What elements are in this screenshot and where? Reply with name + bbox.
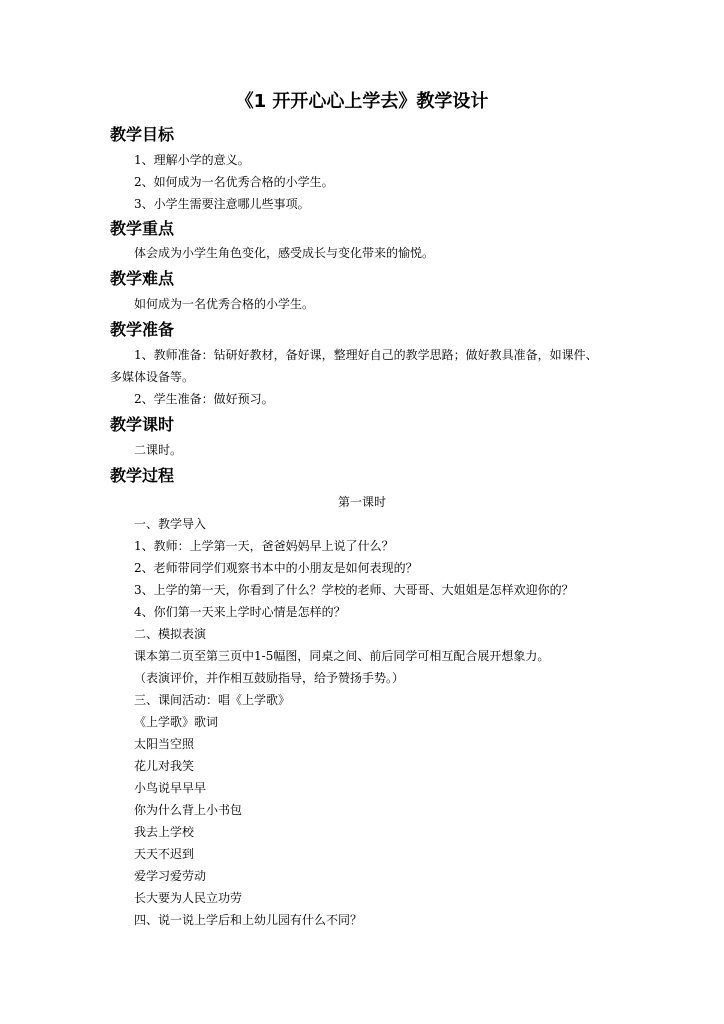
- heading-preparation: 教学准备: [110, 320, 175, 339]
- song-lyric-line: 太阳当空照: [134, 737, 195, 751]
- process-line: 4、你们第一天来上学时心情是怎样的？: [134, 605, 346, 619]
- goal-item: 3、小学生需要注意哪儿些事项。: [134, 197, 310, 211]
- song-lyric-line: 花儿对我笑: [134, 759, 195, 773]
- process-line: 三、课间活动：唱《上学歌》: [134, 693, 291, 707]
- process-line: 3、上学的第一天，你看到了什么？学校的老师、大哥哥、大姐姐是怎样欢迎你的？: [134, 583, 574, 597]
- song-lyric-line: 天天不迟到: [134, 847, 195, 861]
- song-lyric-line: 我去上学校: [134, 825, 195, 839]
- process-line: 课本第二页至第三页中1-5幅图，同桌之间、前后同学可相互配合展开想象力。: [134, 649, 550, 663]
- heading-process: 教学过程: [110, 466, 175, 485]
- goal-item: 1、理解小学的意义。: [134, 153, 250, 167]
- heading-teaching-goals: 教学目标: [110, 125, 175, 144]
- document-title: 《1 开开心心上学去》教学设计: [235, 91, 489, 112]
- preparation-item-1: 1、教师准备：钻研好教材，备好课，整理好自己的教学思路；做好教具准备，如课件、: [134, 348, 598, 362]
- preparation-item-2: 2、学生准备：做好预习。: [134, 392, 274, 406]
- process-line: （表演评价，并作相互鼓励指导，给予赞扬手势。）: [134, 671, 405, 685]
- process-line: 2、老师带同学们观察书本中的小朋友是如何表现的？: [134, 561, 418, 575]
- goal-item: 2、如何成为一名优秀合格的小学生。: [134, 175, 334, 189]
- song-title: 《上学歌》歌词: [134, 715, 219, 729]
- song-lyric-line: 你为什么背上小书包: [134, 803, 243, 817]
- process-line: 二、模拟表演: [134, 627, 207, 641]
- process-line: 四、说一说上学后和上幼儿园有什么不同？: [134, 913, 363, 927]
- song-lyric-line: 长大要为人民立功劳: [134, 891, 243, 905]
- lesson-label: 第一课时: [337, 495, 386, 509]
- periods-text: 二课时。: [134, 443, 183, 457]
- key-points-text: 体会成为小学生角色变化，感受成长与变化带来的愉悦。: [134, 246, 435, 260]
- process-line: 1、教师：上学第一天，爸爸妈妈早上说了什么？: [134, 539, 394, 553]
- heading-key-points: 教学重点: [110, 219, 175, 238]
- difficulties-text: 如何成为一名优秀合格的小学生。: [134, 297, 315, 311]
- heading-difficulties: 教学难点: [110, 269, 175, 288]
- song-lyric-line: 小鸟说早早早: [134, 781, 207, 795]
- preparation-item-1-cont: 多媒体设备等。: [110, 370, 195, 384]
- heading-periods: 教学课时: [110, 415, 175, 434]
- process-line: 一、教学导入: [134, 517, 207, 531]
- song-lyric-line: 爱学习爱劳动: [134, 869, 207, 883]
